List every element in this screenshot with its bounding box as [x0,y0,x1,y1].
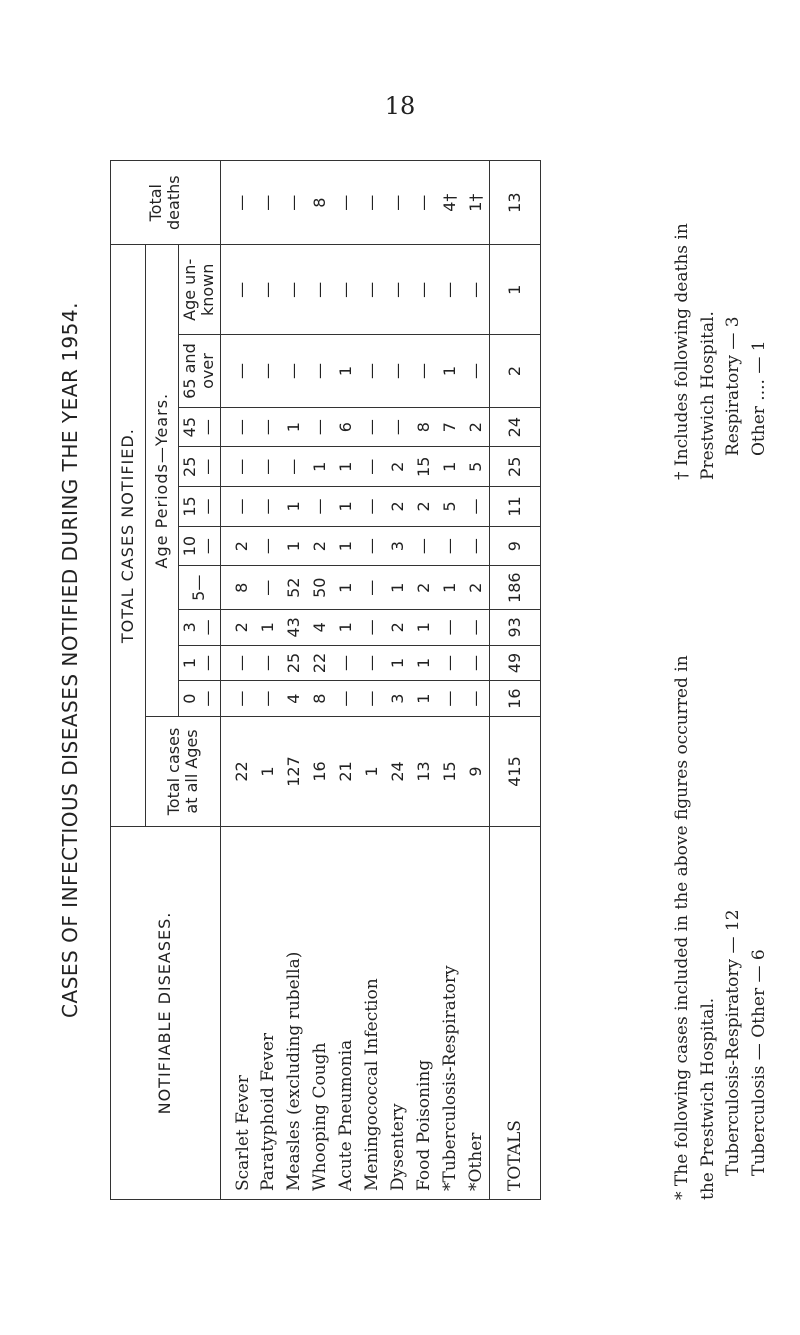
cell-age-45: — [359,407,385,447]
cell-age-45: 1 [281,407,307,447]
cell-age-0: — [255,681,281,717]
page-title: CASES OF INFECTIOUS DISEASES NOTIFIED DURING THE YEAR 1954. [58,302,82,1018]
totals-age-25: 25 [489,447,540,487]
header-age-3: 3— [179,609,221,645]
cell-age-45: — [255,407,281,447]
cell-age-45: 6 [333,407,359,447]
cell-total-deaths: 8 [307,161,333,245]
cell-age-unknown: — [411,245,437,335]
cell-age-unknown: — [437,245,463,335]
cell-total-deaths: 1† [463,161,490,245]
cell-total-deaths: — [411,161,437,245]
cell-age-10: — [255,526,281,566]
totals-row [489,161,540,1200]
cell-age-5: 1 [333,566,359,610]
table-row [411,161,437,1200]
cell-age-10: — [437,526,463,566]
header-age-15: 15— [179,487,221,527]
cell-age-1: 22 [307,645,333,681]
cell-age-15: — [220,487,255,527]
disease-name: *Other [463,827,490,1200]
cell-age-25: — [220,447,255,487]
footnote-dagger-other-count: 1 [748,340,769,352]
header-age-10: 10— [179,526,221,566]
cell-age-15: 2 [385,487,411,527]
cell-age-0: — [333,681,359,717]
totals-age-0: 16 [489,681,540,717]
header-notifiable-diseases: NOTIFIABLE DISEASES. [111,827,221,1200]
table-row [385,161,411,1200]
cell-age-5: 8 [220,566,255,610]
cell-age-15: — [359,487,385,527]
cell-age-unknown: — [255,245,281,335]
disease-name: Acute Pneumonia [333,827,359,1200]
cell-age-25: — [359,447,385,487]
cell-total-all-ages: 24 [385,716,411,826]
cell-age-0: 1 [411,681,437,717]
cell-age-1: — [359,645,385,681]
cell-age-10: 3 [385,526,411,566]
cell-age-25: 1 [437,447,463,487]
table-row [437,161,463,1200]
cell-age-10: 1 [281,526,307,566]
cell-age-65-over: — [255,335,281,408]
header-total-all-ages: Total cases at all Ages [146,716,221,826]
disease-name: Dysentery [385,827,411,1200]
cell-age-65-over: — [359,335,385,408]
rotated-page [40,60,769,1260]
totals-age-1: 49 [489,645,540,681]
header-total-deaths: Total deaths [111,161,221,245]
totals-all-ages: 415 [489,716,540,826]
cell-age-5: 1 [437,566,463,610]
cell-age-15: — [307,487,333,527]
footnote-dagger-resp-label: Respiratory [723,355,743,456]
cell-age-10: — [463,526,490,566]
cell-total-all-ages: 22 [220,716,255,826]
cell-age-10: 2 [220,526,255,566]
infectious-diseases-table [110,160,541,1200]
cell-age-3: — [463,609,490,645]
cell-age-15: — [463,487,490,527]
table-row [333,161,359,1200]
cell-age-0: — [220,681,255,717]
header-total-cases-notified: TOTAL CASES NOTIFIED. [111,245,146,827]
cell-age-unknown: — [220,245,255,335]
cell-total-all-ages: 1 [255,716,281,826]
footnote-star-tb-resp-count: 12 [723,909,743,932]
cell-age-1: — [437,645,463,681]
cell-age-0: 8 [307,681,333,717]
totals-label: TOTALS [489,827,540,1200]
cell-age-65-over: — [281,335,307,408]
cell-age-3: 1 [333,609,359,645]
cell-total-deaths: — [255,161,281,245]
disease-name: *Tuberculosis-Respiratory [437,827,463,1200]
footnote-dagger-respiratory: Respiratory — 3 [723,316,743,456]
header-age-25: 25— [179,447,221,487]
cell-total-deaths: — [359,161,385,245]
cell-age-25: 5 [463,447,490,487]
cell-age-45: — [385,407,411,447]
header-age-0: 0— [179,681,221,717]
footnote-dagger-intro: † Includes following deaths in Prestwich Hospital. [672,223,718,480]
cell-age-5: — [359,566,385,610]
cell-age-45: 2 [463,407,490,447]
cell-age-3: — [437,609,463,645]
cell-age-65-over: — [220,335,255,408]
totals-age-65-over: 2 [489,335,540,408]
cell-age-65-over: 1 [333,335,359,408]
header-age-unknown: Age un-known [179,245,221,335]
totals-age-10: 9 [489,526,540,566]
cell-age-65-over: — [307,335,333,408]
totals-age-5: 186 [489,566,540,610]
cell-age-45: — [220,407,255,447]
disease-name: Whooping Cough [307,827,333,1200]
header-age-1: 1— [179,645,221,681]
cell-age-0: 4 [281,681,307,717]
cell-age-5: 1 [385,566,411,610]
disease-name: Scarlet Fever [220,827,255,1200]
cell-age-3: 1 [255,609,281,645]
cell-age-3: 4 [307,609,333,645]
totals-age-3: 93 [489,609,540,645]
footnote-star-intro: * The following cases included in the above figures occurred in the Prestwich Hospital. [672,655,718,1200]
cell-total-all-ages: 9 [463,716,490,826]
disease-name: Meningococcal Infection [359,827,385,1200]
table-row [220,161,255,1200]
cell-total-all-ages: 16 [307,716,333,826]
cell-age-3: — [359,609,385,645]
cell-age-5: — [255,566,281,610]
footnote-star-tb-other-count: 6 [748,949,769,961]
table-body [220,161,489,1200]
cell-age-1: 1 [411,645,437,681]
cell-age-15: 5 [437,487,463,527]
totals-age-45: 24 [489,407,540,447]
cell-age-unknown: — [281,245,307,335]
cell-age-10: 2 [307,526,333,566]
totals-deaths: 13 [489,161,540,245]
header-age-5: 5— [179,566,221,610]
cell-age-1: 1 [385,645,411,681]
cell-age-0: 3 [385,681,411,717]
cell-age-10: 1 [333,526,359,566]
header-age-45: 45— [179,407,221,447]
cell-age-0: — [463,681,490,717]
cell-age-0: — [359,681,385,717]
header-age-periods: Age Periods—Years. [146,245,179,717]
cell-age-10: — [359,526,385,566]
cell-age-3: 2 [385,609,411,645]
cell-age-25: — [255,447,281,487]
cell-age-3: 1 [411,609,437,645]
cell-age-unknown: — [385,245,411,335]
footnote-prestwich-deaths [670,150,772,480]
cell-age-25: 2 [385,447,411,487]
cell-total-all-ages: 127 [281,716,307,826]
cell-age-25: 15 [411,447,437,487]
cell-age-65-over: 1 [437,335,463,408]
cell-age-unknown: — [333,245,359,335]
cell-age-45: 7 [437,407,463,447]
cell-total-all-ages: 1 [359,716,385,826]
footnote-star-tb-respiratory: Tuberculosis-Respiratory — 12 [723,909,743,1176]
disease-name: Measles (excluding rubella) [281,827,307,1200]
table-row [307,161,333,1200]
cell-total-all-ages: 13 [411,716,437,826]
disease-name: Food Poisoning [411,827,437,1200]
cell-age-45: — [307,407,333,447]
footnote-star-tb-other-label: Tuberculosis — Other [748,987,769,1176]
table-row [255,161,281,1200]
cell-age-5: 2 [463,566,490,610]
cell-age-65-over: — [385,335,411,408]
cell-age-3: 2 [220,609,255,645]
cell-age-5: 2 [411,566,437,610]
cell-age-1: — [333,645,359,681]
disease-name: Paratyphoid Fever [255,827,281,1200]
table-row [359,161,385,1200]
footnote-dagger-resp-count: 3 [723,316,743,328]
footnote-prestwich-cases [670,640,772,1200]
cell-total-deaths: — [281,161,307,245]
header-age-65-over: 65 and over [179,335,221,408]
cell-age-65-over: — [411,335,437,408]
cell-age-15: 1 [333,487,359,527]
footnote-star-tb-other: Tuberculosis — Other — 6 [748,949,769,1176]
cell-age-25: 1 [333,447,359,487]
cell-total-all-ages: 21 [333,716,359,826]
cell-total-deaths: — [385,161,411,245]
cell-age-0: — [437,681,463,717]
cell-total-deaths: 4† [437,161,463,245]
cell-age-unknown: — [307,245,333,335]
footnote-star-tb-resp-label: Tuberculosis-Respiratory [723,958,743,1176]
cell-age-15: — [255,487,281,527]
cell-age-15: 2 [411,487,437,527]
cell-age-1: 25 [281,645,307,681]
cell-total-all-ages: 15 [437,716,463,826]
table-row [463,161,490,1200]
cell-age-1: — [463,645,490,681]
cell-age-10: — [411,526,437,566]
cell-total-deaths: — [220,161,255,245]
cell-age-65-over: — [463,335,490,408]
cell-age-5: 50 [307,566,333,610]
cell-total-deaths: — [333,161,359,245]
cell-age-unknown: — [359,245,385,335]
cell-age-45: 8 [411,407,437,447]
cell-age-unknown: — [463,245,490,335]
table-row [281,161,307,1200]
cell-age-25: 1 [307,447,333,487]
cell-age-5: 52 [281,566,307,610]
footnote-dagger-other-label: Other [748,406,769,456]
cell-age-1: — [255,645,281,681]
totals-age-15: 11 [489,487,540,527]
totals-age-unknown: 1 [489,245,540,335]
cell-age-15: 1 [281,487,307,527]
cell-age-3: 43 [281,609,307,645]
cell-age-1: — [220,645,255,681]
footnote-dagger-other: Other .... — 1 [748,340,769,456]
page-number: 18 [384,92,416,120]
cell-age-25: — [281,447,307,487]
